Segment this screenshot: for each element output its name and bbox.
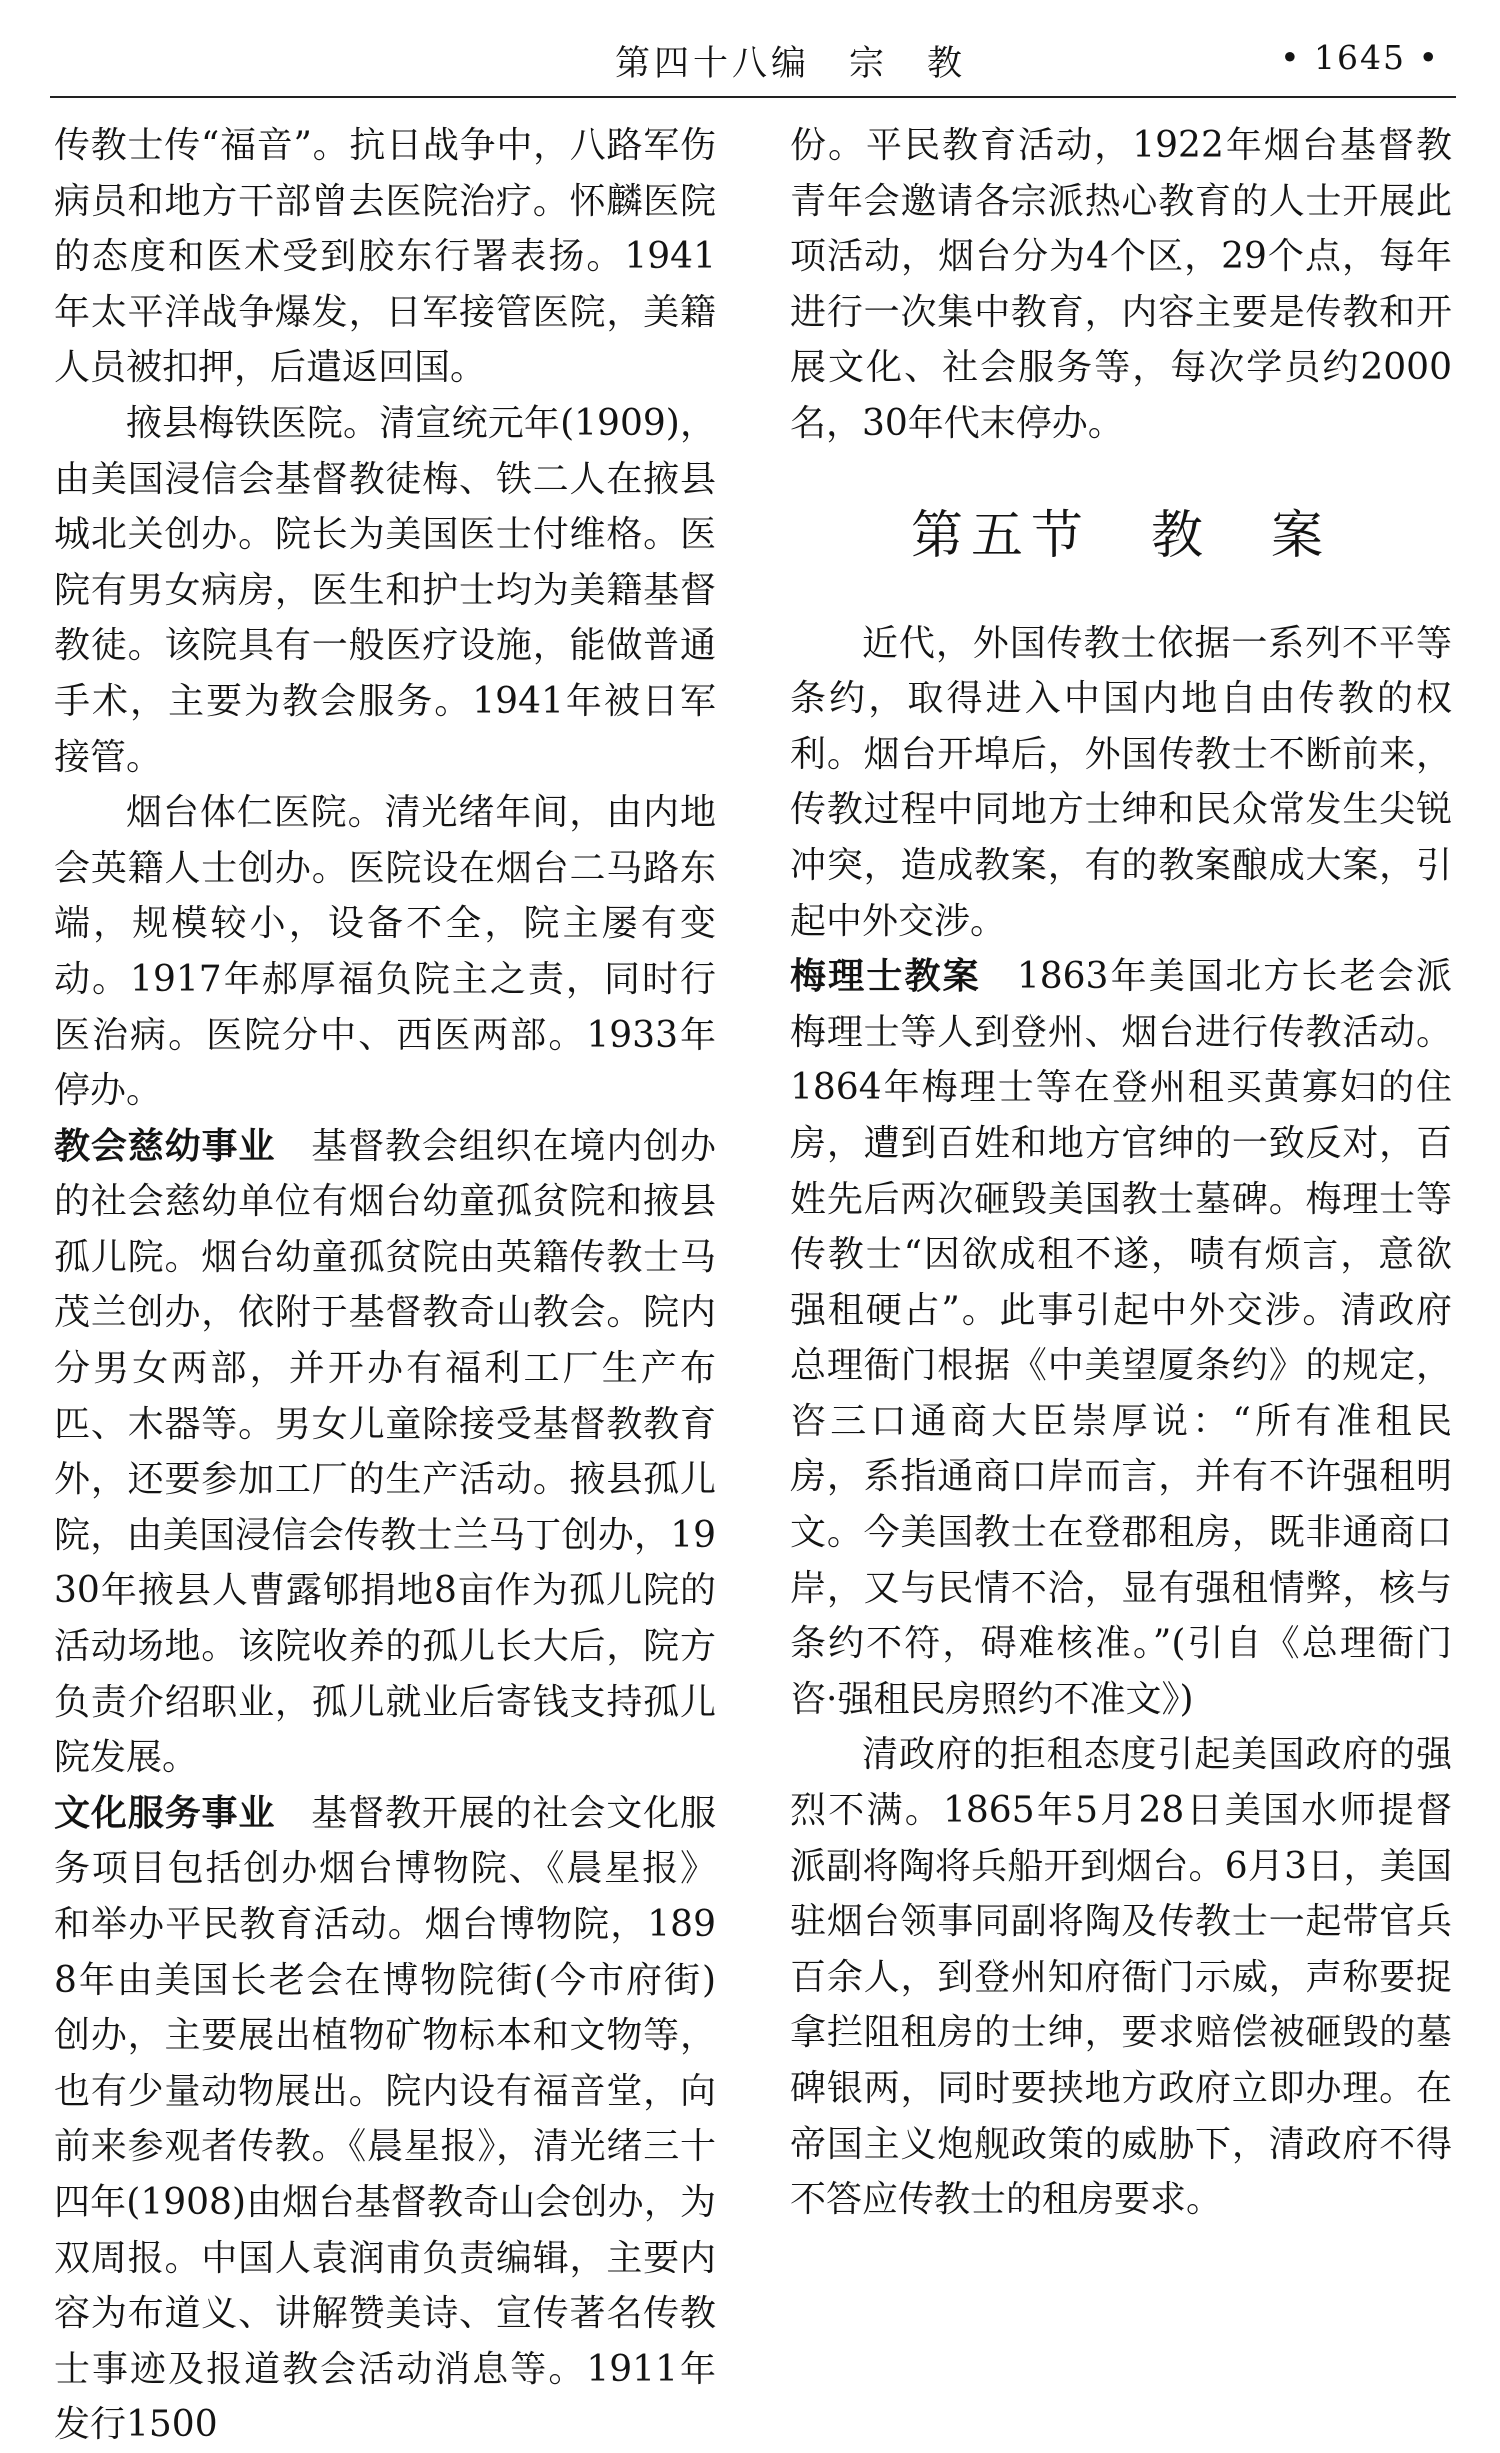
paragraph-body: 基督教开展的社会文化服务项目包括创办烟台博物院、《晨星报》和举办平民教育活动。烟台博物院，1898年由美国长老会在博物院街(今市府街)创办，主要展出植物矿物标本和文物等，也有少量动物展出。院内设有福音堂，向前来参观者传教。《晨星报》，清光绪三十四年(1908)由烟台基督教奇山会创办，为双周报。中国人袁润甫负责编辑，主要内容为布道义、讲解赞美诗、宣传著名传教士事迹及报道教会活动消息等。1911年发行1500	[54, 1792, 716, 2446]
paragraph: 烟台体仁医院。清光绪年间，由内地会英籍人士创办。医院设在烟台二马路东端，规模较小，设备不全，院主屡有变动。1917年郝厚福负院主之责，同时行医治病。医院分中、西医两部。1933年停办。	[54, 792, 716, 1112]
paragraph: 近代，外国传教士依据一系列不平等条约，取得进入中国内地自由传教的权利。烟台开埠后，外国传教士不断前来，传教过程中同地方士绅和民众常发生尖锐冲突，造成教案，有的教案酿成大案，引起中外交涉。	[790, 622, 1452, 942]
subsection-heading: 文化服务事业	[54, 1792, 276, 1834]
subsection-heading: 教会慈幼事业	[54, 1125, 276, 1167]
paragraph-body: 基督教会组织在境内创办的社会慈幼单位有烟台幼童孤贫院和掖县孤儿院。烟台幼童孤贫院由英籍传教士马茂兰创办，依附于基督教奇山教会。院内分男女两部，并开办有福利工厂生产布匹、木器等。男女儿童除接受基督教教育外，还要参加工厂的生产活动。掖县孤儿院，由美国浸信会传教士兰马丁创办，1930年掖县人曹露郇捐地8亩作为孤儿院的活动场地。该院收养的孤儿长大后，院方负责介绍职业，孤儿就业后寄钱支持孤儿院发展。	[54, 1125, 716, 1779]
paragraph	[54, 1119, 716, 1786]
subsection-heading: 梅理士教案	[790, 956, 981, 998]
paragraph	[54, 1786, 716, 2453]
paragraph: 传教士传“福音”。抗日战争中，八路军伤病员和地方干部曾去医院治疗。怀麟医院的态度和医术受到胶东行署表扬。1941年太平洋战争爆发，日军接管医院，美籍人员被扣押，后遣返回国。	[54, 125, 716, 389]
left-column	[54, 118, 716, 2453]
section-title	[790, 504, 1452, 568]
right-column	[790, 118, 1452, 2228]
section-number: 第五节	[910, 505, 1091, 566]
section-name: 教 案	[1151, 505, 1332, 566]
paragraph-body: 1863年美国北方长老会派梅理士等人到登州、烟台进行传教活动。1864年梅理士等在登州租买黄寡妇的住房，遭到百姓和地方官绅的一致反对，百姓先后两次砸毁美国教士墓碑。梅理士等传教士“因欲成租不遂，啧有烦言，意欲强租硬占”。此事引起中外交涉。清政府总理衙门根据《中美望厦条约》的规定，咨三口通商大臣崇厚说：“所有准租民房，系指通商口岸而言，并有不许强租明文。今美国教士在登郡租房，既非通商口岸，又与民情不洽，显有强租情弊，核与条约不符，碍难核准。”(引自《总理衙门咨·强租民房照约不准文》)	[790, 956, 1452, 1720]
running-header	[50, 36, 1450, 96]
paragraph: 清政府的拒租态度引起美国政府的强烈不满。1865年5月28日美国水师提督派副将陶将兵船开到烟台。6月3日，美国驻烟台领事同副将陶及传教士一起带官兵百余人，到登州知府衙门示威，声称要捉拿拦阻租房的士绅，要求赔偿被砸毁的墓碑银两，同时要挟地方政府立即办理。在帝国主义炮舰政策的威胁下，清政府不得不答应传教士的租房要求。	[790, 1734, 1452, 2221]
paragraph: 掖县梅铁医院。清宣统元年(1909)，由美国浸信会基督教徒梅、铁二人在掖县城北关创办。院长为美国医士付维格。医院有男女病房，医生和护士均为美籍基督教徒。该院具有一般医疗设施，能做普通手术，主要为教会服务。1941年被日军接管。	[54, 402, 716, 778]
header-rule	[50, 96, 1456, 98]
header-title: 第四十八编 宗 教	[615, 44, 967, 84]
paragraph: 份。平民教育活动，1922年烟台基督教青年会邀请各宗派热心教育的人士开展此项活动，烟台分为4个区，29个点，每年进行一次集中教育，内容主要是传教和开展文化、社会服务等，每次学员约2000名，30年代末停办。	[790, 125, 1452, 444]
page-number: • 1645 •	[1280, 38, 1440, 77]
paragraph	[790, 949, 1452, 1727]
